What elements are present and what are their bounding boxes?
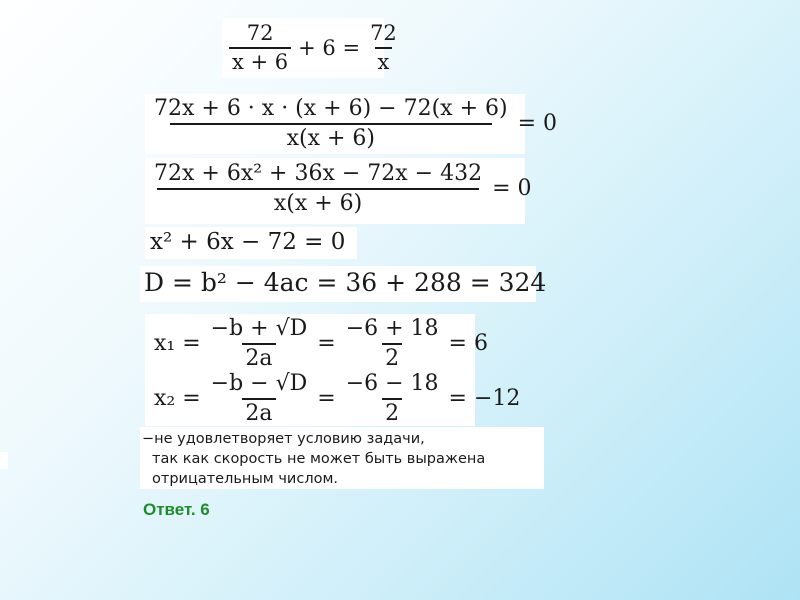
denominator: x(x + 6) [170,123,492,151]
quadratic-equation [150,229,345,255]
root-x1 [150,316,492,371]
root-x2 [150,371,524,426]
numerator: 72 [370,21,397,45]
fraction-72-over-x [367,21,400,74]
x2-result: = −12 [448,386,521,411]
numerator: −6 + 18 [345,316,439,341]
denominator: x [375,47,393,74]
note-line-1: −не удовлетворяет условию задачи, [142,431,425,447]
numerator: −b + √D [210,316,308,341]
formula-fraction [208,316,311,371]
equals-zero: = 0 [517,111,558,136]
discriminant [144,268,546,297]
denominator: x + 6 [229,47,291,74]
note-line-3: отрицательным числом. [152,471,339,487]
denominator: x(x + 6) [157,188,479,216]
denominator: 2 [382,398,402,426]
quadratic-text: x² + 6x − 72 = 0 [150,229,346,255]
rejection-note [142,429,485,489]
x1-label: x₁ = [154,331,201,356]
equals: = [317,386,336,411]
discriminant-text: D = b² − 4ac = 36 + 288 = 324 [144,268,547,297]
answer: Ответ. 6 [143,500,210,519]
numeric-fraction [343,316,442,371]
numerator: 72 [246,21,274,45]
equals: = [317,331,336,356]
denominator: 2a [242,398,275,426]
equation-original [226,21,403,74]
denominator: 2 [382,343,402,371]
equals-zero: = 0 [492,176,532,201]
plus-six-equals: + 6 = [298,35,361,60]
fraction-simplified [151,161,485,216]
left-edge-mark [0,452,8,469]
equation-common-denominator [148,96,561,151]
numeric-fraction [343,371,442,426]
fraction-72-over-x-plus-6 [229,21,291,74]
numerator: 72x + 6 · x · (x + 6) − 72(x + 6) [154,96,508,121]
x2-label: x₂ = [154,386,201,411]
equation-simplified [148,161,536,216]
numerator: 72x + 6x² + 36x − 72x − 432 [154,161,483,186]
x1-result: = 6 [448,331,488,356]
fraction-expanded [151,96,511,151]
numerator: −6 − 18 [345,371,439,396]
note-line-2: так как скорость не может быть выражена [152,451,486,467]
numerator: −b − √D [210,371,308,396]
denominator: 2a [242,343,275,371]
formula-fraction [208,371,311,426]
